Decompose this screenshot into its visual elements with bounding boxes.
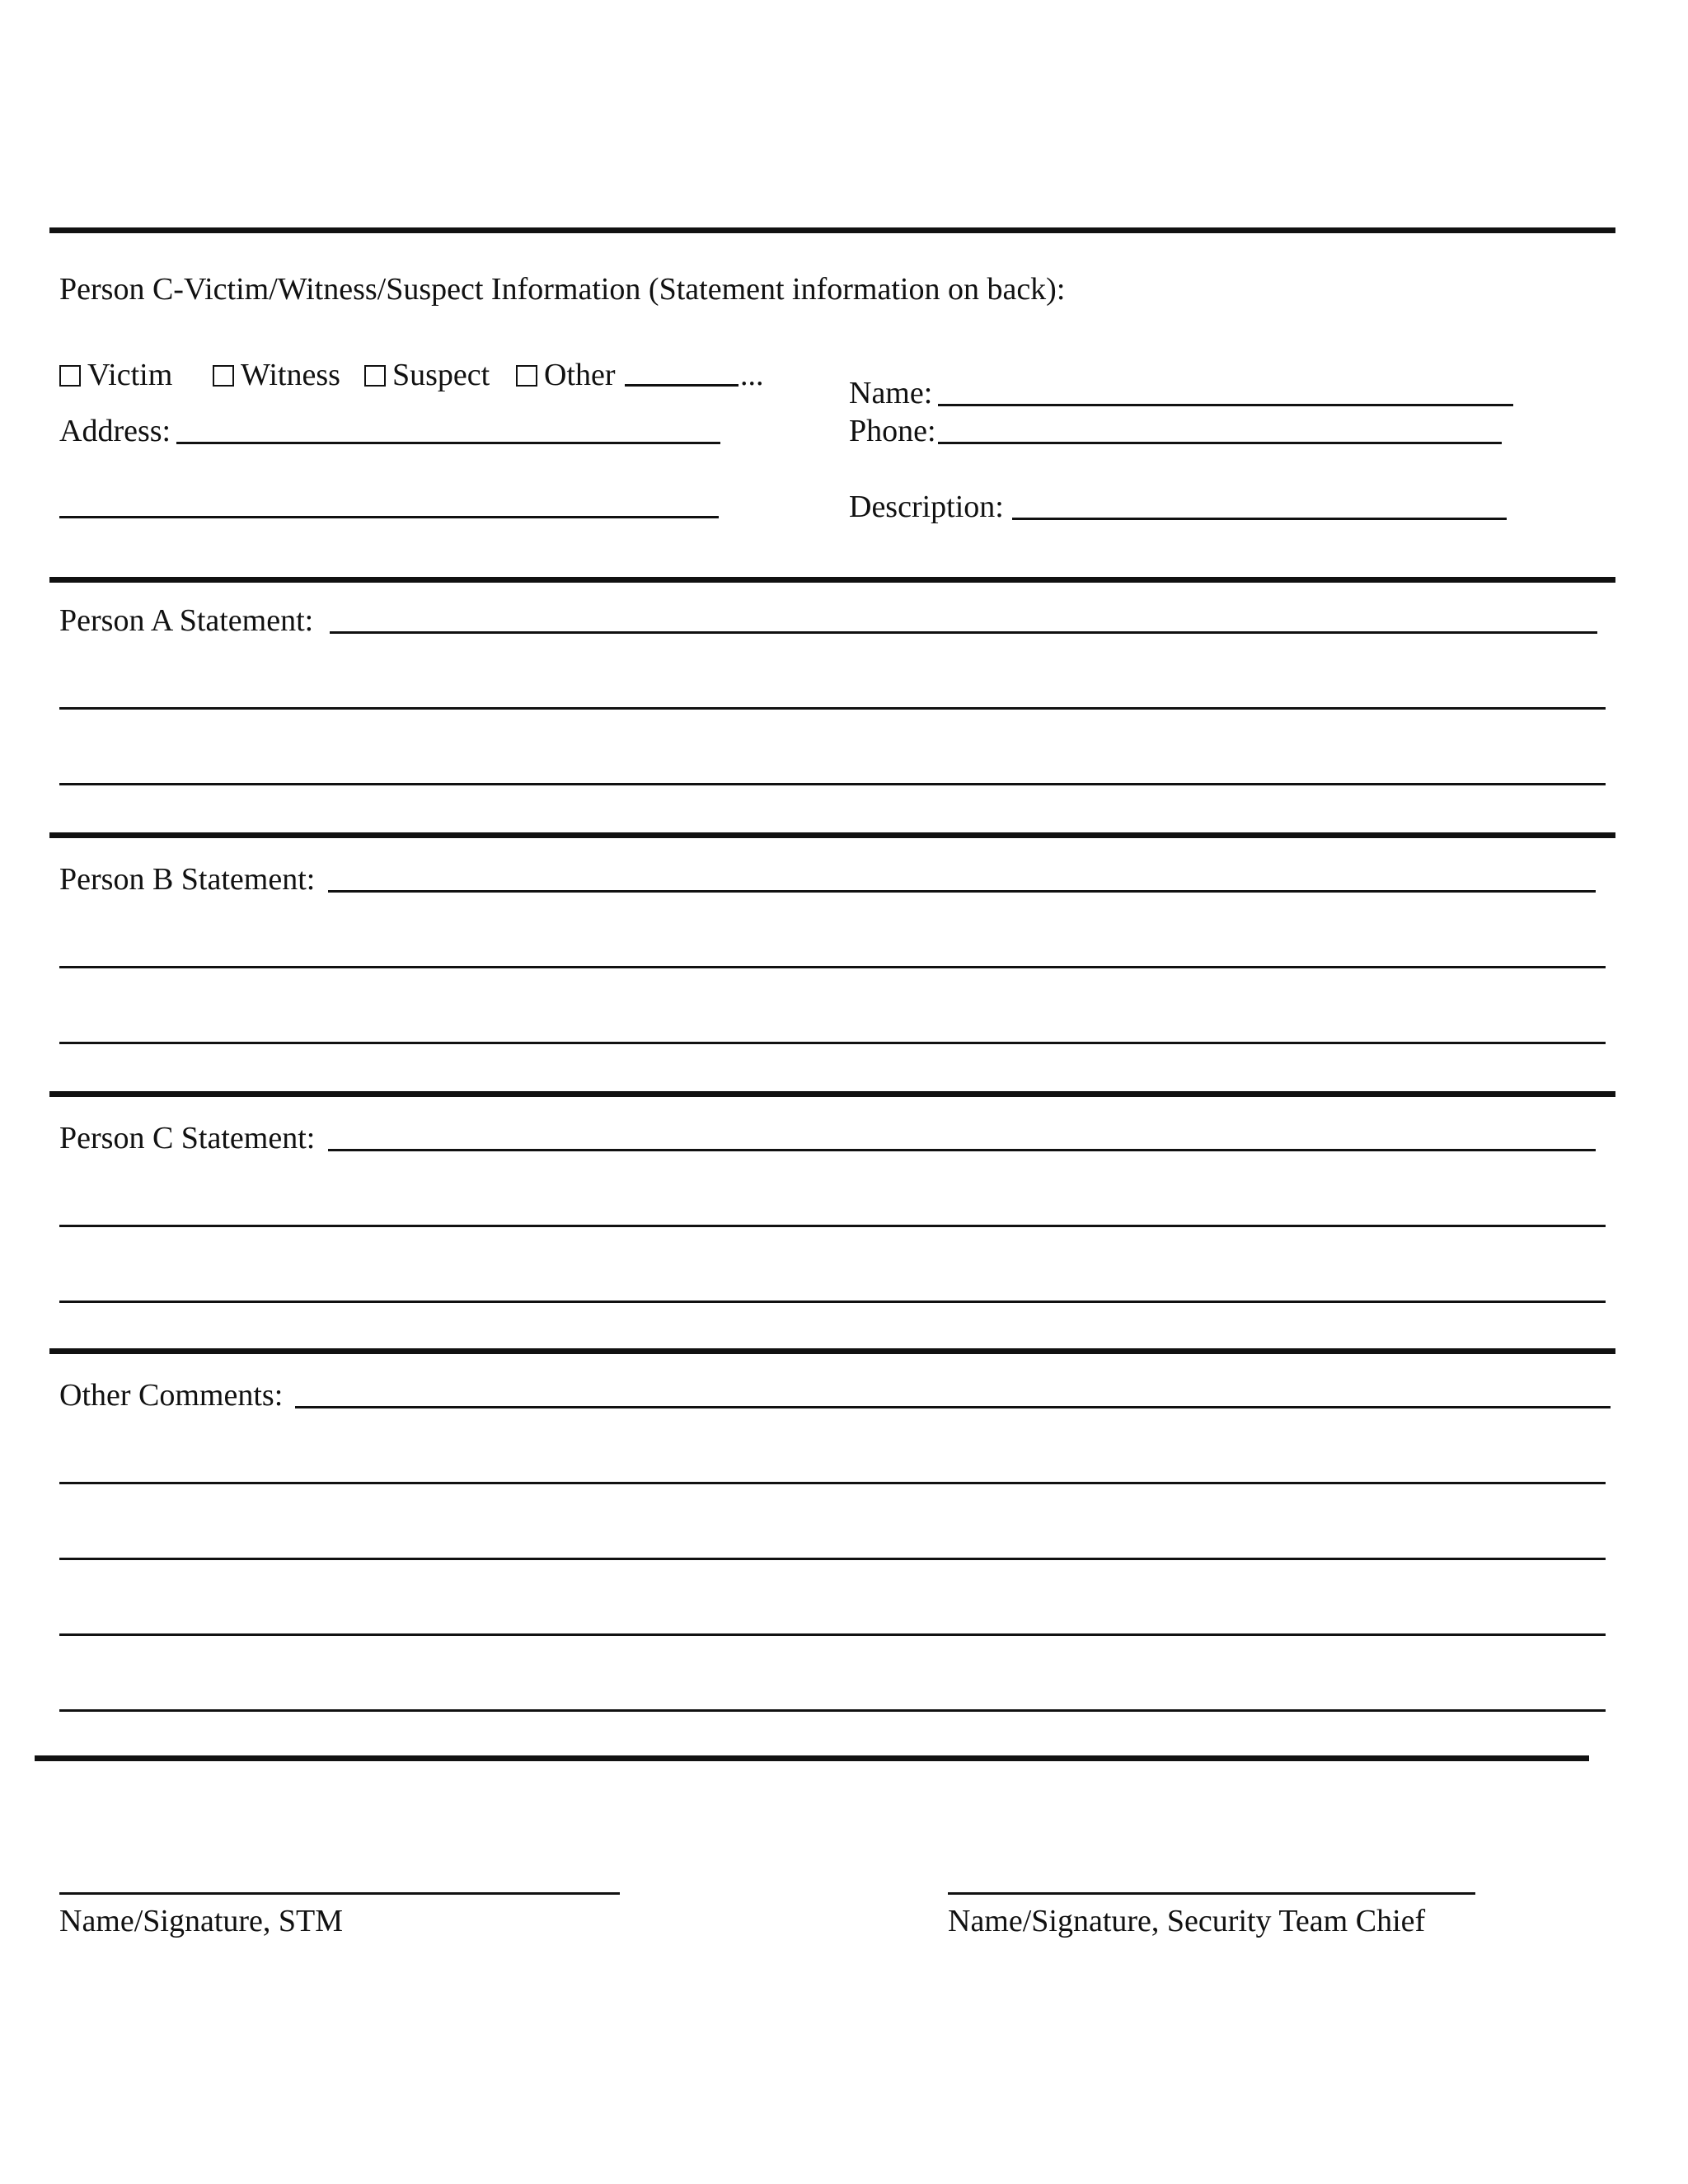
address-label: Address: [59, 414, 171, 448]
signature-stm-line[interactable] [59, 1892, 620, 1895]
person-a-statement-line-1[interactable] [330, 631, 1597, 634]
other-suffix: ... [740, 358, 764, 392]
person-b-statement-line-2[interactable] [59, 966, 1606, 968]
person-c-statement-line-2[interactable] [59, 1225, 1606, 1227]
phone-field[interactable] [938, 442, 1502, 444]
section-divider-person-a [49, 577, 1615, 583]
person-c-statement-line-1[interactable] [328, 1149, 1596, 1151]
person-a-statement-line-2[interactable] [59, 707, 1606, 710]
checkbox-suspect-box[interactable] [364, 365, 386, 387]
other-comments-line-5[interactable] [59, 1709, 1606, 1712]
person-c-statement-label: Person C Statement: [59, 1121, 316, 1155]
checkbox-witness-box[interactable] [213, 365, 234, 387]
person-c-statement-line-3[interactable] [59, 1301, 1606, 1303]
checkbox-witness-label: Witness [241, 358, 340, 392]
description-label: Description: [849, 490, 1004, 524]
description-field[interactable] [1012, 518, 1507, 520]
checkbox-suspect[interactable] [364, 359, 490, 391]
checkbox-other-label: Other [544, 358, 616, 392]
section-divider-person-b [49, 832, 1615, 838]
person-b-statement-line-3[interactable] [59, 1042, 1606, 1044]
other-comments-line-4[interactable] [59, 1633, 1606, 1636]
other-fill-line[interactable] [625, 384, 738, 387]
checkbox-suspect-label: Suspect [392, 358, 490, 392]
person-c-heading: Person C-Victim/Witness/Suspect Information (Statement information on back): [59, 272, 1066, 307]
checkbox-victim[interactable] [59, 359, 172, 391]
checkbox-victim-box[interactable] [59, 365, 81, 387]
checkbox-victim-label: Victim [87, 358, 173, 392]
person-a-statement-label: Person A Statement: [59, 603, 314, 638]
name-field[interactable] [938, 404, 1513, 406]
person-a-statement-line-3[interactable] [59, 783, 1606, 785]
section-divider-person-c [49, 1091, 1615, 1097]
other-comments-line-2[interactable] [59, 1482, 1606, 1484]
checkbox-other[interactable] [516, 359, 616, 391]
phone-label: Phone: [849, 414, 936, 448]
person-b-statement-label: Person B Statement: [59, 862, 316, 897]
other-comments-label: Other Comments: [59, 1378, 284, 1413]
address-field[interactable] [176, 442, 720, 444]
other-comments-line-1[interactable] [295, 1406, 1611, 1408]
address-field-line-2[interactable] [59, 516, 719, 518]
section-divider-comments [49, 1348, 1615, 1354]
section-divider-bottom [35, 1755, 1589, 1761]
signature-chief-label: Name/Signature, Security Team Chief [948, 1904, 1426, 1938]
checkbox-other-box[interactable] [516, 365, 537, 387]
person-b-statement-line-1[interactable] [328, 890, 1596, 893]
signature-chief-line[interactable] [948, 1892, 1475, 1895]
name-label: Name: [849, 376, 933, 410]
other-comments-line-3[interactable] [59, 1558, 1606, 1560]
checkbox-witness[interactable] [213, 359, 340, 391]
section-divider-top [49, 227, 1615, 233]
signature-stm-label: Name/Signature, STM [59, 1904, 344, 1938]
